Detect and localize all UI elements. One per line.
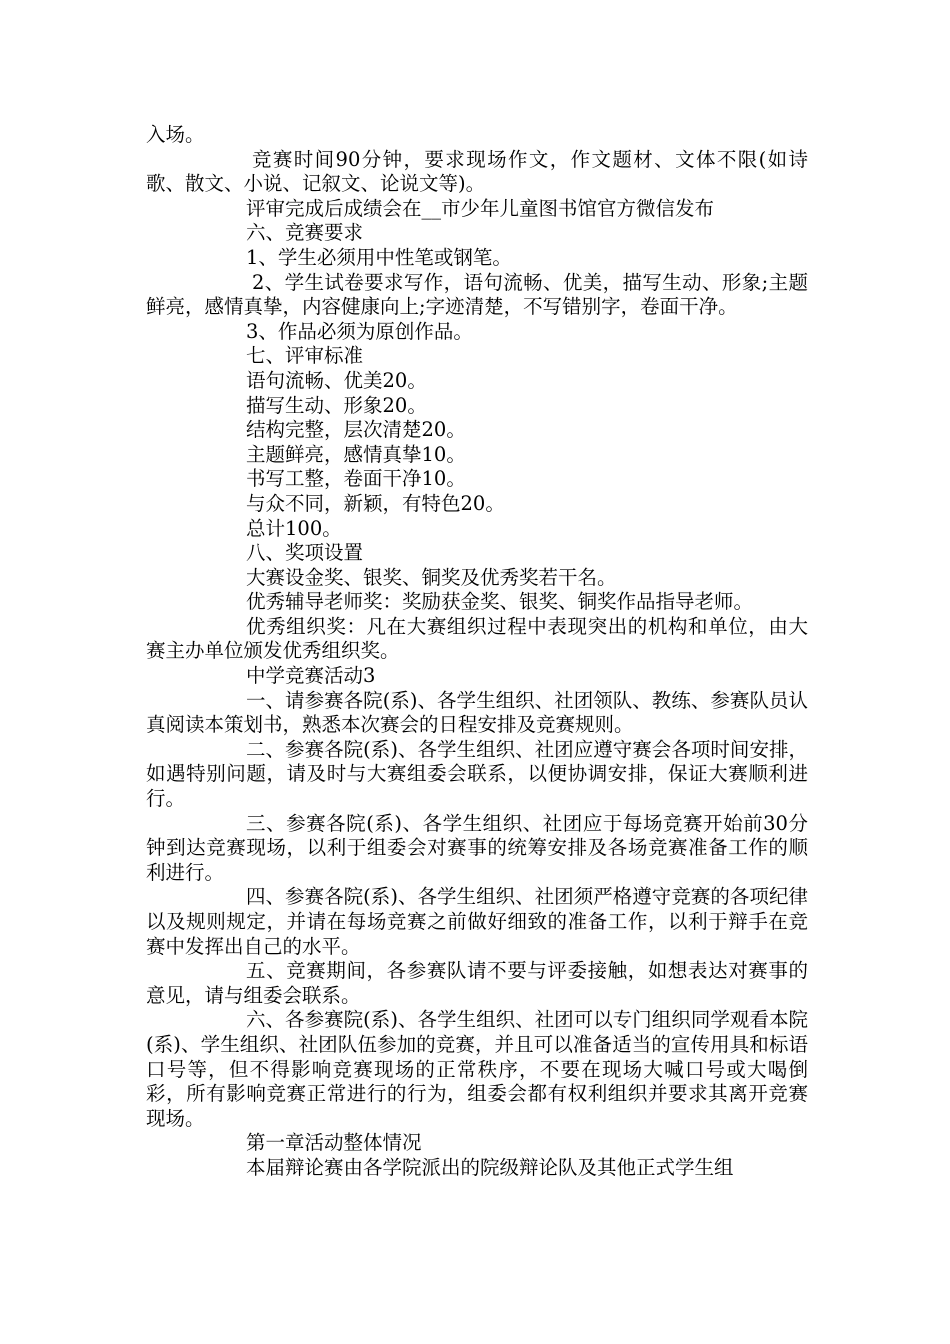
paragraph: 一、请参赛各院(系)、各学生组织、社团领队、教练、参赛队员认真阅读本策划书，熟悉本次赛会的日程安排及竞赛规则。 xyxy=(146,688,808,737)
section-heading: 六、竞赛要求 xyxy=(246,221,364,245)
paragraph: 评审完成后成绩会在__市少年儿童图书馆官方微信发布 xyxy=(246,196,715,220)
paragraph: 大赛设金奖、银奖、铜奖及优秀奖若干名。 xyxy=(246,565,617,589)
list-item: 与众不同，新颖，有特色20。 xyxy=(246,491,505,515)
paragraph: 1、学生必须用中性笔或钢笔。 xyxy=(246,245,512,269)
paragraph: 优秀辅导老师奖：奖励获金奖、银奖、铜奖作品指导老师。 xyxy=(246,590,754,614)
paragraph: 竞赛时间90分钟，要求现场作文，作文题材、文体不限(如诗歌、散文、小说、记叙文、论说文等)。 xyxy=(146,147,808,196)
paragraph: 2、学生试卷要求写作，语句流畅、优美，描写生动、形象;主题鲜亮，感情真挚，内容健康向上;字迹清楚，不写错别字，卷面干净。 xyxy=(146,270,808,319)
paragraph: 二、参赛各院(系)、各学生组织、社团应遵守赛会各项时间安排，如遇特别问题，请及时与大赛组委会联系，以便协调安排，保证大赛顺利进行。 xyxy=(146,737,808,811)
paragraph: 六、各参赛院(系)、各学生组织、社团可以专门组织同学观看本院(系)、学生组织、社团队伍参加的竞赛，并且可以准备适当的宣传用具和标语口号等，但不得影响竞赛现场的正常秩序，不要在现场大喊口号或大喝倒彩，所有影响竞赛正常进行的行为，组委会都有权利组织并要求其离开竞赛现场。 xyxy=(146,1008,808,1130)
section-heading: 中学竞赛活动3 xyxy=(246,664,376,688)
list-item: 书写工整，卷面干净10。 xyxy=(246,467,466,491)
document-body xyxy=(146,123,808,1181)
paragraph: 三、参赛各院(系)、各学生组织、社团应于每场竞赛开始前30分钟到达竞赛现场，以利于组委会对赛事的统筹安排及各场竞赛准备工作的顺利进行。 xyxy=(146,811,808,884)
paragraph: 本届辩论赛由各学院派出的院级辩论队及其他正式学生组 xyxy=(246,1155,734,1179)
section-heading: 第一章活动整体情况 xyxy=(246,1131,422,1155)
section-heading: 七、评审标准 xyxy=(246,344,364,368)
list-item: 结构完整，层次清楚20。 xyxy=(246,418,466,442)
list-item: 语句流畅、优美20。 xyxy=(246,368,427,392)
paragraph: 3、作品必须为原创作品。 xyxy=(246,319,473,343)
section-heading: 八、奖项设置 xyxy=(246,541,364,565)
paragraph: 入场。 xyxy=(146,123,205,146)
list-item: 主题鲜亮，感情真挚10。 xyxy=(246,442,466,466)
list-item: 总计100。 xyxy=(246,516,342,540)
paragraph: 四、参赛各院(系)、各学生组织、社团须严格遵守竞赛的各项纪律以及规则规定，并请在每场竞赛之前做好细致的准备工作，以利于辩手在竞赛中发挥出自己的水平。 xyxy=(146,885,808,958)
paragraph: 五、竞赛期间，各参赛队请不要与评委接触，如想表达对赛事的意见，请与组委会联系。 xyxy=(146,959,808,1007)
list-item: 描写生动、形象20。 xyxy=(246,393,427,417)
paragraph: 优秀组织奖：凡在大赛组织过程中表现突出的机构和单位，由大赛主办单位颁发优秀组织奖。 xyxy=(146,614,808,663)
